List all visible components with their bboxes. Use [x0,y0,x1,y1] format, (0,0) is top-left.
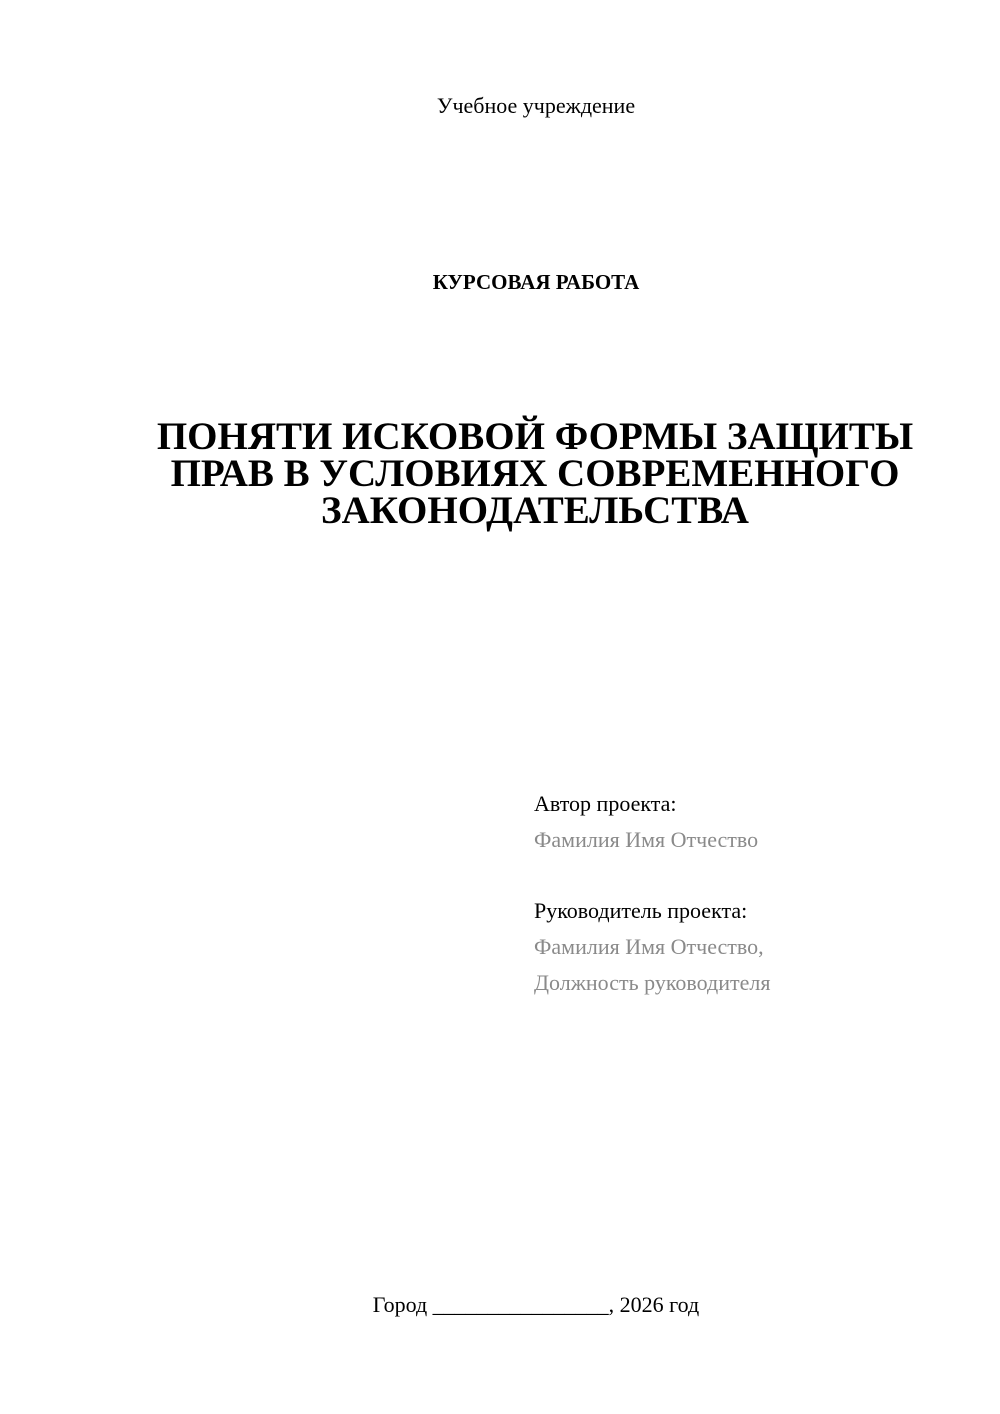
institution-name: Учебное учреждение [436,93,636,118]
supervisor-name: Фамилия Имя Отчество, [534,934,764,959]
document-title [120,415,950,532]
title-line-1: ПОНЯТИ ИСКОВОЙ ФОРМЫ ЗАЩИТЫ [156,415,914,458]
author-name: Фамилия Имя Отчество [534,827,759,852]
document-type: КУРСОВАЯ РАБОТА [432,270,640,294]
title-line-2: ПРАВ В УСЛОВИЯХ СОВРЕМЕННОГО [170,452,900,495]
supervisor-label: Руководитель проекта: [534,898,748,923]
supervisor-block [534,893,974,1001]
author-block [534,786,974,858]
supervisor-position: Должность руководителя [534,970,771,995]
title-line-3: ЗАКОНОДАТЕЛЬСТВА [321,489,749,532]
city-year-line: Город ________________, 2026 год [372,1292,700,1317]
author-label: Автор проекта: [534,791,677,816]
